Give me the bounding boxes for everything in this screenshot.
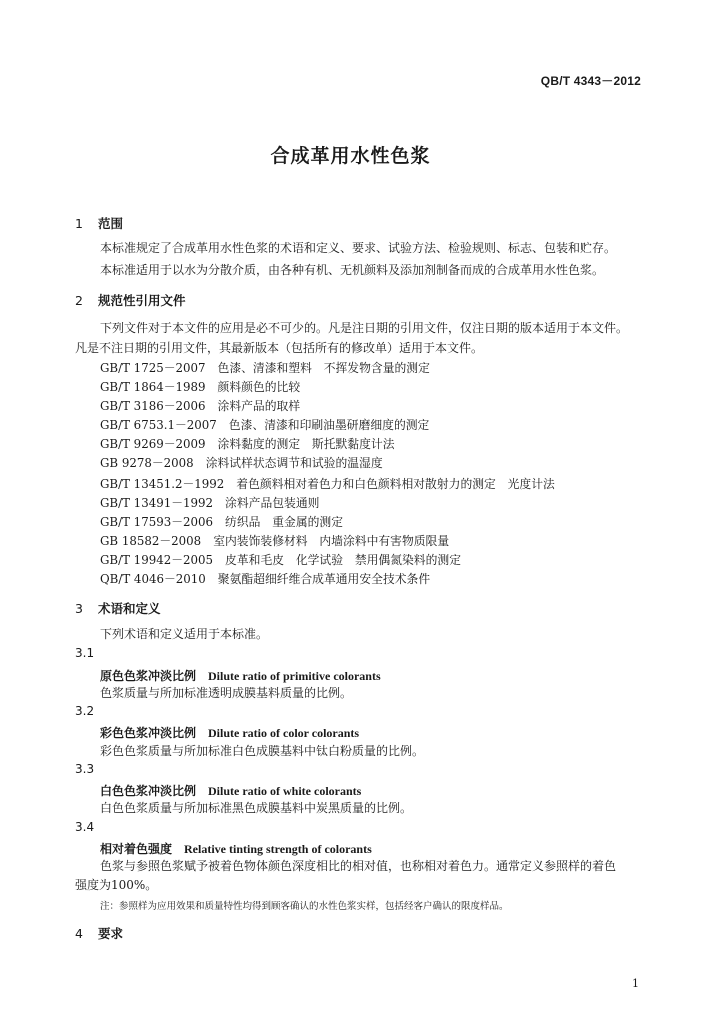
reference-title: 涂料产品的取样	[217, 399, 301, 413]
reference-title: 室内装饰装修材料 内墙涂料中有害物质限量	[213, 534, 450, 548]
scope-paragraph-1: 本标准规定了合成革用水性色浆的术语和定义、要求、试验方法、检验规则、标志、包装和贮存。	[100, 241, 617, 255]
reference-code: GB/T 13451.2－1992	[100, 477, 225, 491]
references-intro-line-1: 下列文件对于本文件的应用是必不可少的。凡是注日期的引用文件，仅注日期的版本适用于本文件。	[100, 321, 629, 335]
section-number: 3	[75, 601, 83, 616]
term-en: Dilute ratio of white colorants	[208, 784, 362, 798]
reference-item	[100, 532, 449, 549]
page-number: 1	[632, 977, 639, 990]
reference-title: 涂料产品包装通则	[225, 496, 320, 510]
term-zh: 彩色色浆冲淡比例	[100, 726, 197, 740]
reference-code: GB/T 6753.1－2007	[100, 418, 217, 432]
reference-code: GB/T 1864－1989	[100, 380, 206, 394]
document-title: 合成革用水性色浆	[270, 145, 431, 167]
reference-item	[100, 454, 383, 471]
term-en: Dilute ratio of primitive colorants	[208, 669, 381, 683]
term-en: Relative tinting strength of colorants	[184, 842, 372, 856]
reference-title: 聚氨酯超细纤维合成革通用安全技术条件	[217, 572, 431, 586]
term-heading	[100, 667, 381, 684]
reference-title: 涂料试样状态调节和试验的温湿度	[205, 456, 383, 470]
standard-code: QB/T 4343－2012	[540, 74, 641, 88]
reference-code: GB/T 9269－2009	[100, 437, 206, 451]
reference-code: GB/T 13491－1992	[100, 496, 214, 510]
section-number: 1	[75, 216, 83, 231]
terms-intro: 下列术语和定义适用于本标准。	[100, 627, 269, 641]
scope-paragraph-2: 本标准适用于以水为分散介质，由各种有机、无机颜料及添加剂制备而成的合成革用水性色浆。	[100, 263, 605, 277]
term-heading	[100, 782, 361, 799]
reference-title: 色漆、清漆和印刷油墨研磨细度的测定	[228, 418, 430, 432]
reference-item	[100, 570, 430, 587]
section-number: 4	[75, 926, 83, 941]
reference-code: GB/T 3186－2006	[100, 399, 206, 413]
section-1-heading	[75, 214, 123, 232]
term-zh: 原色色浆冲淡比例	[100, 669, 197, 683]
term-number: 3.3	[75, 762, 95, 776]
reference-code: GB/T 17593－2006	[100, 515, 214, 529]
term-number: 3.2	[75, 704, 95, 718]
reference-code: QB/T 4046－2010	[100, 572, 206, 586]
term-zh: 白色色浆冲淡比例	[100, 784, 197, 798]
term-definition-line-2: 强度为100%。	[75, 878, 158, 892]
reference-item	[100, 551, 461, 568]
term-number: 3.4	[75, 820, 95, 834]
reference-item	[100, 359, 430, 376]
term-heading	[100, 840, 372, 857]
reference-title: 皮革和毛皮 化学试验 禁用偶氮染料的测定	[225, 553, 461, 567]
reference-item	[100, 475, 555, 492]
reference-item	[100, 416, 429, 433]
reference-item	[100, 494, 319, 511]
term-definition: 白色色浆质量与所加标准黑色成膜基料中炭黑质量的比例。	[100, 801, 413, 815]
reference-title: 颜料颜色的比较	[217, 380, 301, 394]
section-title: 范围	[98, 216, 124, 231]
reference-code: GB 18582－2008	[100, 534, 202, 548]
reference-code: GB/T 1725－2007	[100, 361, 206, 375]
reference-item	[100, 513, 343, 530]
section-4-heading	[75, 924, 123, 942]
reference-title: 着色颜料相对着色力和白色颜料相对散射力的测定 光度计法	[236, 477, 555, 491]
note: 注：参照样为应用效果和质量特性均得到顾客确认的水性色浆实样，包括经客户确认的限度样品。	[100, 901, 509, 912]
reference-item	[100, 397, 300, 414]
term-heading	[100, 724, 359, 741]
section-3-heading	[75, 599, 161, 617]
reference-title: 色漆、清漆和塑料 不挥发物含量的测定	[217, 361, 430, 375]
term-definition: 彩色色浆质量与所加标准白色成膜基料中钛白粉质量的比例。	[100, 744, 425, 758]
reference-item	[100, 435, 395, 452]
section-number: 2	[75, 293, 83, 308]
term-number: 3.1	[75, 646, 95, 660]
reference-code: GB 9278－2008	[100, 456, 194, 470]
reference-code: GB/T 19942－2005	[100, 553, 214, 567]
section-title: 规范性引用文件	[98, 293, 186, 308]
reference-title: 涂料黏度的测定 斯托默黏度计法	[217, 437, 395, 451]
section-title: 要求	[98, 926, 124, 941]
references-intro-line-2: 凡是不注日期的引用文件，其最新版本（包括所有的修改单）适用于本文件。	[75, 341, 484, 355]
reference-item	[100, 378, 300, 395]
reference-title: 纺织品 重金属的测定	[225, 515, 344, 529]
term-en: Dilute ratio of color colorants	[208, 726, 360, 740]
section-2-heading	[75, 291, 186, 309]
term-definition: 色浆质量与所加标准透明成膜基料质量的比例。	[100, 686, 353, 700]
term-zh: 相对着色强度	[100, 842, 173, 856]
term-definition-line-1: 色浆与参照色浆赋予被着色物体颜色深度相比的相对值，也称相对着色力。通常定义参照样的着色	[100, 859, 617, 873]
section-title: 术语和定义	[98, 601, 161, 616]
